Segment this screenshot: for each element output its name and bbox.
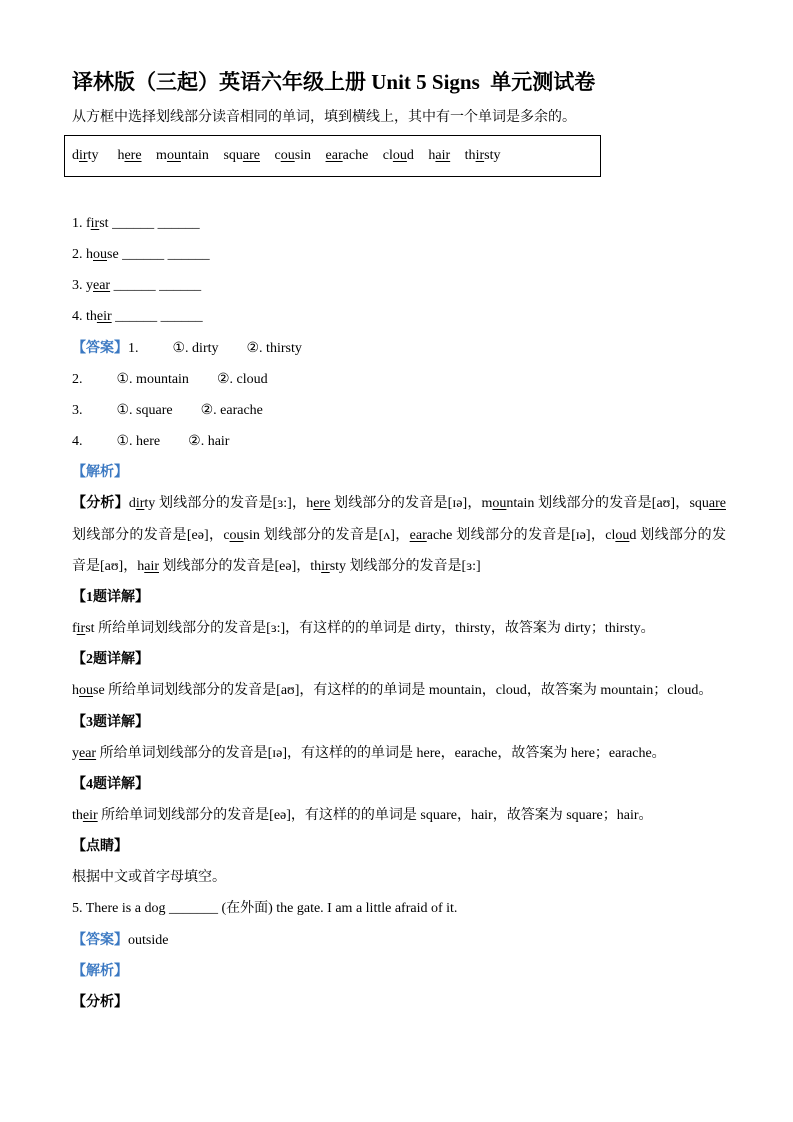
word-part: sty [484, 148, 501, 163]
detail-label: 【1题详解】 [72, 589, 149, 605]
answer-row [72, 395, 726, 426]
analysis-desc: 划线部分的发音是[aʊ]， [534, 496, 690, 512]
underlined-part: ou [166, 148, 181, 163]
underlined-part: eir [82, 807, 98, 823]
underlined-part: ou [79, 683, 93, 699]
analysis-paragraph [72, 488, 726, 581]
analysis-desc: 划线部分的发音是[aʊ]， [72, 527, 726, 574]
word-part: m [481, 496, 493, 512]
question-word [86, 216, 109, 231]
answer-row [72, 925, 726, 956]
word-part: f [86, 216, 91, 231]
question-word [86, 247, 119, 262]
word-part: h [117, 148, 125, 163]
word-part: h [137, 558, 145, 574]
word-part: th [86, 309, 97, 325]
word-part: st [99, 216, 109, 231]
answer-number: 4. [72, 434, 83, 450]
underlined-part: air [435, 148, 451, 163]
answer-number: 3. [72, 402, 83, 418]
underlined-part: ear [409, 527, 427, 543]
analysis-label: 【分析】 [72, 496, 129, 512]
word-box-item [465, 148, 501, 164]
answer-number: 1. [128, 340, 139, 356]
answer-label: 【答案】 [72, 340, 128, 356]
explanation-heading [72, 457, 726, 488]
word-part: h [72, 683, 79, 699]
word-part: se [93, 683, 105, 699]
detail-text [72, 738, 726, 769]
underlined-part: are [242, 148, 260, 163]
word-part: h [428, 148, 436, 163]
underlined-part: ere [313, 496, 331, 512]
explanation-label: 【解析】 [72, 465, 128, 481]
detail-body: 所给单词划线部分的发音是[ɜ:]，有这样的的单词是 dirty，thirsty，故答案为 dirty；thirsty。 [94, 621, 655, 637]
underlined-part: eir [96, 309, 112, 325]
detail-word [72, 746, 96, 761]
word-box-item [428, 148, 450, 164]
explanation-heading [72, 956, 726, 987]
analysis-item [129, 496, 306, 511]
word-box-item [72, 148, 98, 164]
underlined-part: are [708, 496, 726, 512]
word-part: cl [382, 148, 393, 163]
underlined-part: ir [79, 148, 88, 163]
underlined-part: ir [135, 496, 145, 512]
content-flow [72, 208, 726, 1018]
word-box-item [383, 148, 414, 164]
analysis-item [306, 496, 481, 511]
analysis-item [482, 496, 690, 511]
word-part: th [310, 558, 322, 574]
word-part: m [156, 148, 167, 163]
underlined-part: ear [325, 148, 343, 163]
underlined-part: ir [76, 621, 86, 637]
underlined-part: ere [124, 148, 142, 163]
word-box-item [326, 148, 369, 164]
word-part: st [85, 621, 95, 637]
underlined-part: ear [93, 278, 111, 294]
answer-blanks: ______ ______ [122, 247, 210, 263]
analysis-desc: 划线部分的发音是[ʌ]， [259, 527, 410, 543]
answer-label: 【答案】 [72, 932, 128, 948]
word-part: sin [243, 527, 260, 543]
underlined-part: ir [321, 558, 330, 574]
detail-text [72, 800, 726, 831]
word-part: d [72, 148, 79, 163]
word-part: y [86, 278, 93, 294]
underlined-part: ou [280, 148, 295, 163]
answer-choice-2: ②. earache [200, 402, 263, 418]
detail-text [72, 675, 726, 706]
analysis-label: 【分析】 [72, 994, 128, 1010]
question-item [72, 239, 726, 270]
underlined-part: ou [492, 496, 507, 512]
word-part: sin [294, 148, 312, 163]
answer-choice-2: ②. hair [188, 434, 230, 450]
tips-heading [72, 831, 726, 862]
word-part: ntain [506, 496, 535, 512]
answer-row [72, 333, 726, 364]
word-part: se [107, 247, 119, 263]
detail-label: 【4题详解】 [72, 776, 149, 792]
word-box-item [223, 148, 260, 164]
detail-word [72, 808, 98, 823]
detail-body: 所给单词划线部分的发音是[aʊ]，有这样的的单词是 mountain，cloud，故答案为 mountain；cloud。 [104, 683, 713, 699]
word-part: th [72, 807, 83, 823]
word-part: ache [342, 148, 369, 163]
analysis-desc: 划线部分的发音是[ɜ:]， [155, 496, 307, 512]
question-word [86, 309, 112, 324]
word-part: ty [87, 148, 99, 163]
question-number: 1. [72, 216, 83, 231]
word-part: th [464, 148, 476, 163]
answer-choice-1: ①. square [116, 402, 173, 418]
section-instruction: 根据中文或首字母填空。 [72, 870, 226, 886]
word-part: squ [689, 496, 709, 512]
detail-heading [72, 707, 726, 738]
analysis-heading [72, 987, 726, 1018]
detail-body: 所给单词划线部分的发音是[eə]，有这样的的单词是 square，hair，故答案为 square；hair。 [97, 807, 653, 823]
tips-label: 【点睛】 [72, 839, 128, 855]
question-item: 5. There is a dog _______ (在外面) the gate. I am a little afraid of it. [72, 901, 458, 917]
analysis-desc: 划线部分的发音是[eə]， [159, 558, 311, 574]
question-number: 3. [72, 278, 83, 294]
answer-blanks: ______ ______ [113, 278, 202, 294]
answer-blanks: ______ ______ [112, 216, 200, 231]
word-part: d [406, 148, 414, 163]
word-part: ntain [180, 148, 209, 163]
detail-label: 【3题详解】 [72, 714, 149, 730]
answer-choice-1: ①. mountain [116, 371, 189, 387]
question-number: 4. [72, 309, 83, 325]
detail-word [72, 683, 105, 698]
detail-heading [72, 582, 726, 613]
answer-number: 2. [72, 371, 83, 387]
detail-text [72, 613, 726, 644]
answer-choice-1: ①. dirty [172, 340, 219, 356]
analysis-item [410, 528, 606, 543]
word-box-item [117, 148, 141, 164]
underlined-part: ir [475, 148, 485, 163]
page-title: 译林版（三起）英语六年级上册 Unit 5 Signs 单元测试卷 [72, 70, 596, 94]
detail-word [72, 621, 95, 636]
underlined-part: air [144, 558, 159, 574]
question-item [72, 301, 726, 332]
question-item [72, 270, 726, 301]
word-box-item [156, 148, 209, 164]
answer-blanks: ______ ______ [115, 309, 203, 325]
detail-body: 所给单词划线部分的发音是[ɪə]，有这样的的单词是 here，earache，故答案为 here；earache。 [96, 745, 666, 761]
question-word [86, 278, 110, 293]
analysis-desc: 划线部分的发音是[eə]， [72, 527, 224, 543]
instruction-text: 从方框中选择划线部分读音相同的单词，填到横线上，其中有一个单词是多余的。 [72, 110, 576, 125]
word-part: h [306, 496, 314, 512]
word-box [64, 135, 601, 177]
answer-row [72, 364, 726, 395]
underlined-part: ir [90, 216, 100, 231]
analysis-item [310, 559, 480, 574]
answer-choice-1: ①. here [116, 434, 161, 450]
word-part: ty [144, 496, 156, 512]
detail-heading [72, 644, 726, 675]
word-part: y [72, 745, 79, 761]
word-box-item [274, 148, 311, 164]
word-part: c [274, 148, 281, 163]
answer-choice-2: ②. cloud [216, 371, 268, 387]
analysis-item [223, 528, 409, 543]
analysis-desc: 划线部分的发音是[ɪə]， [452, 527, 606, 543]
underlined-part: ou [229, 527, 244, 543]
detail-heading [72, 769, 726, 800]
word-part: c [223, 527, 230, 543]
word-part: d [128, 496, 136, 512]
detail-label: 【2题详解】 [72, 652, 149, 668]
underlined-part: ou [392, 148, 407, 163]
underlined-part: ou [615, 527, 630, 543]
answer-choice-2: ②. thirsty [246, 340, 302, 356]
underlined-part: ou [93, 247, 107, 263]
word-part: h [86, 247, 93, 263]
analysis-desc: 划线部分的发音是[ɪə]， [330, 496, 482, 512]
question-item [72, 208, 726, 239]
question-number: 2. [72, 247, 83, 263]
explanation-label: 【解析】 [72, 963, 128, 979]
analysis-desc: 划线部分的发音是[ɜ:] [346, 558, 481, 574]
word-part: squ [223, 148, 243, 163]
word-part: d [629, 527, 637, 543]
word-part: sty [329, 558, 347, 574]
word-part: f [72, 621, 77, 637]
answer-value: outside [128, 932, 169, 948]
word-part: ache [426, 527, 453, 543]
word-part: cl [605, 527, 616, 543]
analysis-item [137, 559, 310, 574]
underlined-part: ear [79, 745, 97, 761]
answer-row [72, 426, 726, 457]
